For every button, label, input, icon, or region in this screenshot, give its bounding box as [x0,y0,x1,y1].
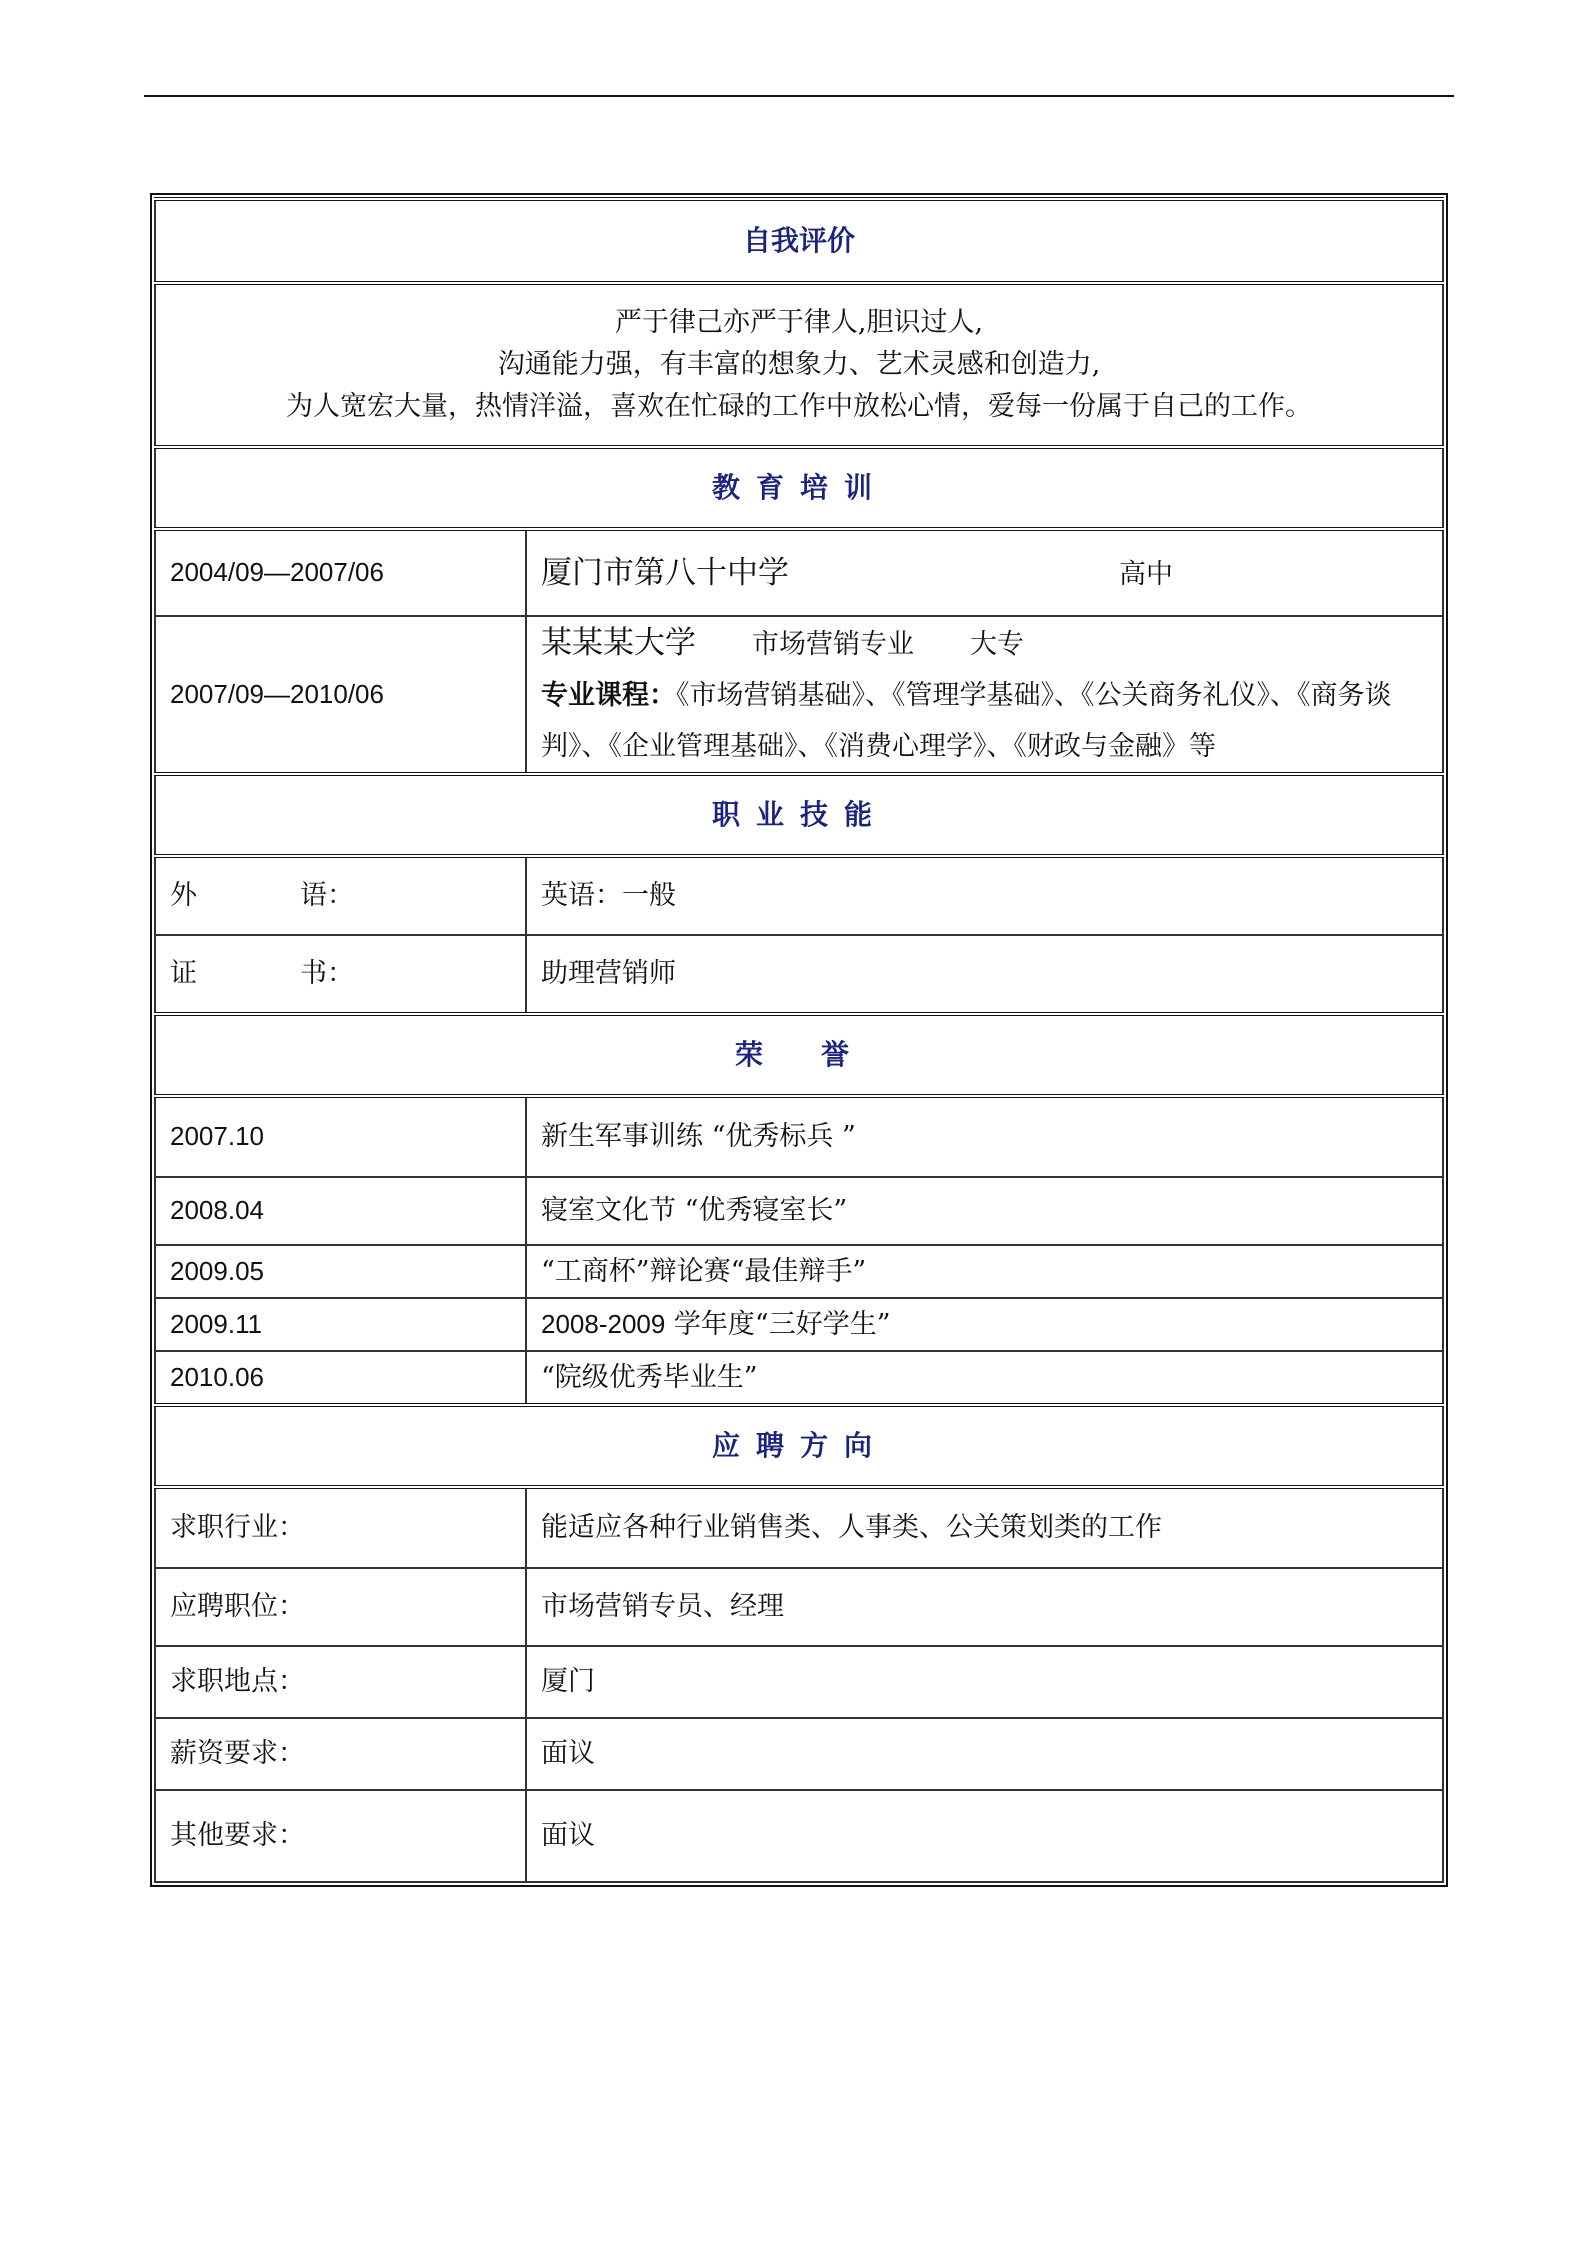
honor-date: 2007.10 [155,1096,526,1177]
courses-label: 专业课程： [541,679,676,711]
self-eval-line: 沟通能力强，有丰富的想象力、艺术灵感和创造力, [497,349,1101,380]
section-header-skills [155,774,1443,856]
section-title: 自我评价 [155,199,1443,283]
self-eval-text [155,283,1443,447]
section-title: 职业技能 [155,774,1443,856]
skill-value: 助理营销师 [526,935,1443,1014]
education-period: 2004/09—2007/06 [155,529,526,616]
honor-text: “院级优秀毕业生” [526,1351,1443,1405]
application-label: 求职地点： [155,1646,526,1718]
application-label: 其他要求： [155,1790,526,1882]
honor-row [155,1298,1443,1351]
education-level: 大专 [970,628,1024,660]
header-rule [144,95,1454,97]
honor-date: 2010.06 [155,1351,526,1405]
application-value: 面议 [526,1718,1443,1790]
section-title: 教育培训 [155,447,1443,529]
section-title: 应聘方向 [155,1405,1443,1487]
self-eval-line: 为人宽宏大量，热情洋溢，喜欢在忙碌的工作中放松心情，爱每一份属于自己的工作。 [286,391,1312,422]
honor-row [155,1351,1443,1405]
application-label: 薪资要求： [155,1718,526,1790]
honor-text: 寝室文化节 “优秀寝室长” [526,1177,1443,1245]
honor-row [155,1096,1443,1177]
application-row [155,1790,1443,1882]
section-title: 荣誉 [155,1014,1443,1096]
application-row [155,1718,1443,1790]
honor-date: 2009.11 [155,1298,526,1351]
section-header-education [155,447,1443,529]
application-value: 市场营销专员、经理 [526,1568,1443,1646]
skill-value: 英语：一般 [526,856,1443,935]
self-eval-line: 严于律己亦严于律人,胆识过人, [614,307,984,338]
resume-table [150,193,1448,1887]
honor-row [155,1177,1443,1245]
skill-label: 证 书： [155,935,526,1014]
application-value: 能适应各种行业销售类、人事类、公关策划类的工作 [526,1487,1443,1568]
school-name: 某某某大学 [541,624,696,661]
application-value: 面议 [526,1790,1443,1882]
skill-row [155,856,1443,935]
education-period: 2007/09—2010/06 [155,616,526,774]
self-eval-row [155,283,1443,447]
education-row [155,616,1443,774]
courses-list: 《市场营销基础》、《管理学基础》、《公关商务礼仪》、《商务谈判》、《企业管理基础》、《消费心理学》、《财政与金融》等 [541,679,1392,762]
honor-text: “工商杯”辩论赛“最佳辩手” [526,1245,1443,1298]
application-row [155,1487,1443,1568]
section-header-honors [155,1014,1443,1096]
application-row [155,1646,1443,1718]
school-name: 厦门市第八十中学 [541,554,789,591]
education-detail [526,616,1443,774]
section-header-application [155,1405,1443,1487]
honor-text: 2008-2009 学年度“三好学生” [526,1298,1443,1351]
honor-date: 2008.04 [155,1177,526,1245]
application-label: 应聘职位： [155,1568,526,1646]
application-row [155,1568,1443,1646]
section-header-self-eval [155,199,1443,283]
skill-label: 外 语： [155,856,526,935]
honor-text: 新生军事训练 “优秀标兵 ” [526,1096,1443,1177]
education-detail [526,529,1443,616]
education-level: 高中 [1119,558,1173,590]
skill-row [155,935,1443,1014]
honor-row [155,1245,1443,1298]
honor-date: 2009.05 [155,1245,526,1298]
education-row [155,529,1443,616]
application-label: 求职行业： [155,1487,526,1568]
application-value: 厦门 [526,1646,1443,1718]
major-name: 市场营销专业 [752,628,914,660]
